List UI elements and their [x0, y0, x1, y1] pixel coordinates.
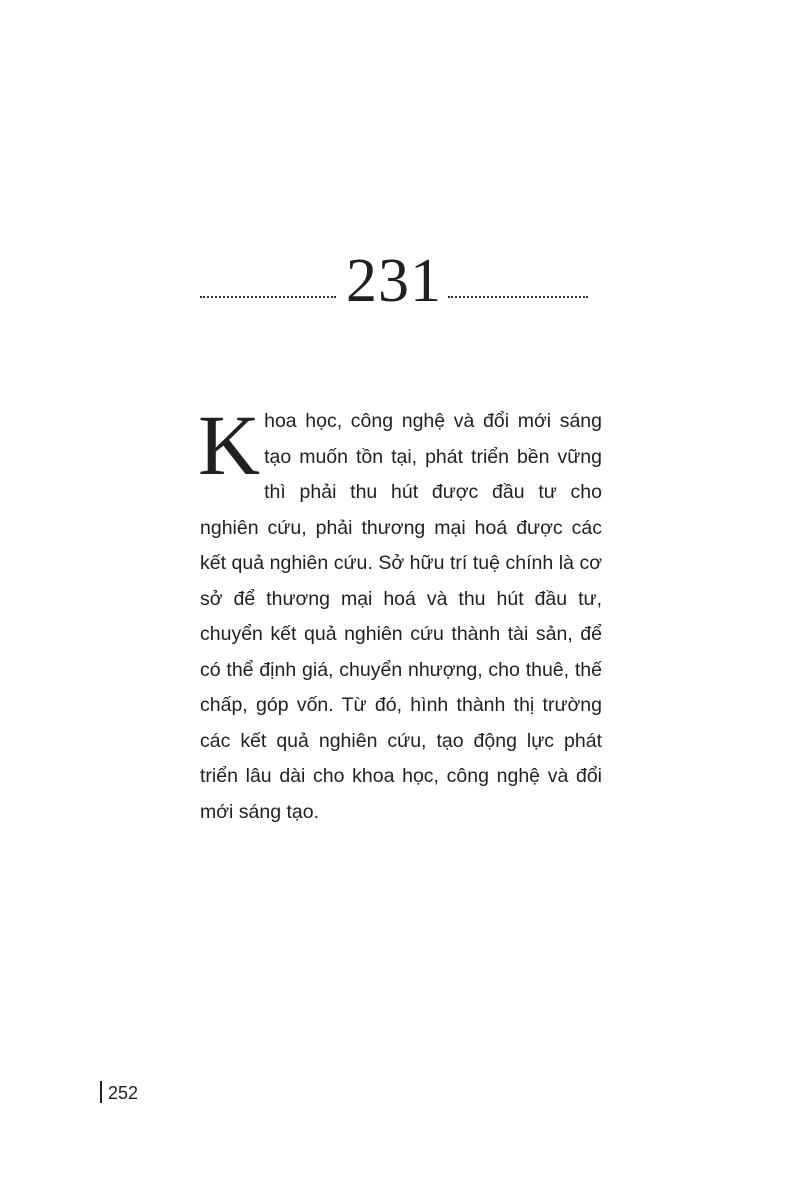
chapter-number: 231 [346, 247, 442, 315]
dotted-rule-right [448, 296, 588, 298]
chapter-header [200, 248, 588, 318]
drop-cap: K [198, 397, 261, 493]
footer-rule [100, 1081, 102, 1103]
page-number: 252 [108, 1083, 139, 1103]
paragraph-text: hoa học, công nghệ và đổi mới sáng tạo muốn tồn tại, phát triển bền vững thì phải thu hút được đầu tư cho nghiên cứu, phải thương mại hoá được các kết quả nghiên cứu. Sở hữu trí tuệ chính là cơ sở để thương mại hoá và thu hút đầu tư, chuyển kết quả nghiên cứu thành tài sản, để có thể định giá, chuyển nhượng, cho thuê, thế chấp, góp vốn. Từ đó, hình thành thị trường các kết quả nghiên cứu, tạo động lực phát triển lâu dài cho khoa học, công nghệ và đổi mới sáng tạo. [200, 410, 602, 823]
dotted-rule-left [200, 296, 336, 298]
body-paragraph [198, 397, 602, 830]
